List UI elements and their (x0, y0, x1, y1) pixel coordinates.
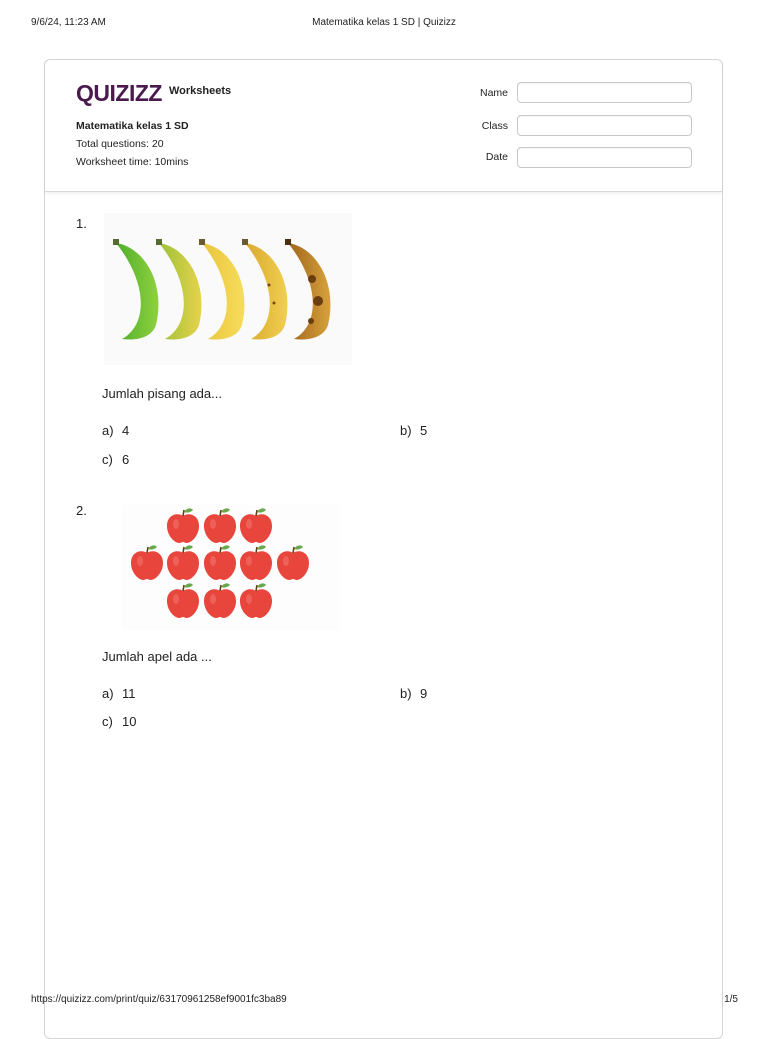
name-label: Name (479, 87, 508, 99)
option-value: 9 (420, 686, 428, 701)
option-value: 10 (122, 714, 137, 729)
date-field[interactable] (517, 147, 692, 168)
worksheet-header (45, 60, 722, 192)
banana-3 (199, 239, 244, 339)
apple (204, 583, 236, 618)
question-2-text: Jumlah apel ada ... (102, 649, 212, 664)
option-1c (102, 452, 129, 467)
option-2c (102, 714, 136, 729)
quiz-title: Matematika kelas 1 SD (76, 120, 189, 132)
question-1-text: Jumlah pisang ada... (102, 386, 222, 401)
banana-2 (156, 239, 201, 339)
option-letter: a) (102, 686, 114, 701)
apple (240, 545, 272, 580)
print-header (0, 17, 768, 31)
option-letter: c) (102, 714, 113, 729)
option-letter: b) (400, 423, 412, 438)
option-letter: b) (400, 686, 412, 701)
apple (277, 545, 309, 580)
option-letter: c) (102, 452, 113, 467)
page-number: 1/5 (724, 994, 738, 1005)
apple (131, 545, 163, 580)
option-value: 5 (420, 423, 428, 438)
banana-4 (242, 239, 287, 339)
print-title: Matematika kelas 1 SD | Quizizz (312, 17, 456, 28)
apple (240, 583, 272, 618)
apple (167, 545, 199, 580)
bananas-image (104, 213, 352, 365)
option-1a (102, 423, 129, 438)
name-field[interactable] (517, 82, 692, 103)
apple (204, 508, 236, 543)
apple (240, 508, 272, 543)
apples-image (122, 505, 340, 630)
apple (204, 545, 236, 580)
option-1b (400, 423, 427, 438)
class-field[interactable] (517, 115, 692, 136)
worksheet-time: Worksheet time: 10mins (76, 156, 189, 168)
print-date: 9/6/24, 11:23 AM (31, 17, 106, 28)
banana-5 (285, 239, 330, 339)
svg-text:QUIZIZZ: QUIZIZZ (76, 80, 162, 106)
option-2a (102, 686, 136, 701)
date-label: Date (485, 151, 508, 163)
option-letter: a) (102, 423, 114, 438)
option-2b (400, 686, 427, 701)
apple (167, 583, 199, 618)
option-value: 6 (122, 452, 130, 467)
class-label: Class (481, 120, 508, 132)
total-questions: Total questions: 20 (76, 138, 164, 150)
option-value: 11 (122, 686, 136, 701)
question-1-number: 1. (76, 216, 87, 231)
logo-subtitle: Worksheets (169, 85, 232, 97)
banana-1 (113, 239, 158, 339)
quizizz-logo (76, 80, 166, 106)
question-2-number: 2. (76, 503, 87, 518)
apple (167, 508, 199, 543)
print-url[interactable]: https://quizizz.com/print/quiz/63170961258ef9001fc3ba89 (31, 994, 287, 1005)
option-value: 4 (122, 423, 130, 438)
